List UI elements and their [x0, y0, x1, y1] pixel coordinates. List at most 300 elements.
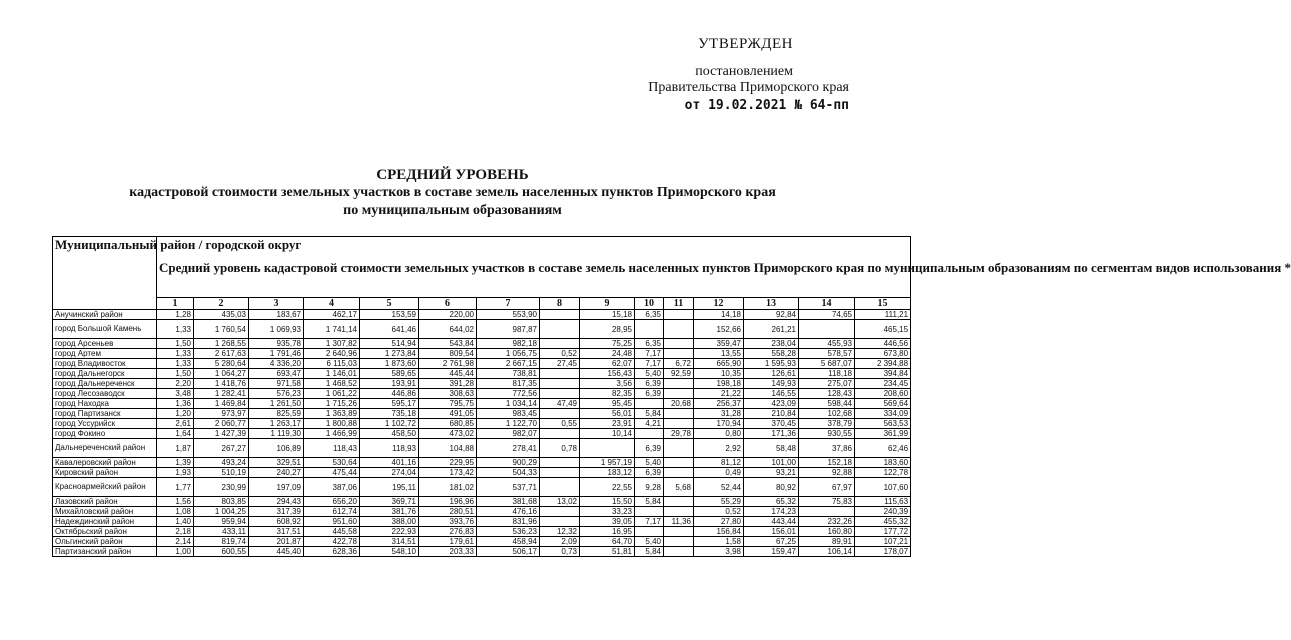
table-cell	[540, 517, 580, 527]
table-cell: 220,00	[419, 310, 477, 320]
table-cell: 238,04	[744, 339, 799, 349]
table-cell: 387,06	[304, 478, 360, 497]
table-cell: 401,16	[360, 458, 419, 468]
table-cell: 608,92	[249, 517, 304, 527]
table-row	[53, 439, 911, 458]
table-cell: 2 640,96	[304, 349, 360, 359]
table-cell: 2 617,63	[194, 349, 249, 359]
table-cell: 152,18	[799, 458, 855, 468]
table-cell: 111,21	[855, 310, 911, 320]
table-cell: 1 268,55	[194, 339, 249, 349]
table-cell: 370,45	[744, 419, 799, 429]
table-cell: 9,28	[635, 478, 664, 497]
table-cell: 67,25	[744, 537, 799, 547]
table-cell: 2,09	[540, 537, 580, 547]
table-cell: 1,50	[157, 339, 194, 349]
municipality-name: город Владивосток	[53, 359, 157, 369]
table-cell: 107,60	[855, 478, 911, 497]
table-cell	[635, 527, 664, 537]
table-cell: 982,07	[477, 429, 540, 439]
municipality-name: Анучинский район	[53, 310, 157, 320]
table-cell: 543,84	[419, 339, 477, 349]
table-cell: 308,63	[419, 389, 477, 399]
municipality-name: Лазовский район	[53, 497, 157, 507]
municipality-name: Ольгинский район	[53, 537, 157, 547]
table-cell: 3,56	[580, 379, 635, 389]
table-cell: 193,91	[360, 379, 419, 389]
table-cell: 95,45	[580, 399, 635, 409]
table-cell: 170,94	[694, 419, 744, 429]
table-cell: 393,76	[419, 517, 477, 527]
table-cell: 178,07	[855, 547, 911, 557]
table-cell: 82,35	[580, 389, 635, 399]
table-cell	[664, 497, 694, 507]
table-cell: 256,37	[694, 399, 744, 409]
table-cell: 493,24	[194, 458, 249, 468]
municipality-name: Кировский район	[53, 468, 157, 478]
municipality-name: город Дальнереченск	[53, 379, 157, 389]
table-cell: 0,73	[540, 547, 580, 557]
table-cell: 5,84	[635, 547, 664, 557]
table-cell: 831,96	[477, 517, 540, 527]
table-cell: 388,00	[360, 517, 419, 527]
table-cell: 563,53	[855, 419, 911, 429]
table-cell: 680,85	[419, 419, 477, 429]
table-cell: 179,61	[419, 537, 477, 547]
table-cell: 446,86	[360, 389, 419, 399]
table-cell: 1 363,89	[304, 409, 360, 419]
table-cell: 11,36	[664, 517, 694, 527]
table-cell: 1,20	[157, 409, 194, 419]
table-cell: 5 280,64	[194, 359, 249, 369]
table-cell: 1,33	[157, 320, 194, 339]
table-cell: 106,14	[799, 547, 855, 557]
table-cell: 445,58	[304, 527, 360, 537]
table-cell: 208,60	[855, 389, 911, 399]
table-cell: 530,64	[304, 458, 360, 468]
table-cell: 1 466,99	[304, 429, 360, 439]
table-cell	[540, 458, 580, 468]
table-cell: 6,39	[635, 439, 664, 458]
table-cell: 15,18	[580, 310, 635, 320]
column-number-11: 11	[664, 298, 694, 310]
table-cell: 473,02	[419, 429, 477, 439]
column-number-9: 9	[580, 298, 635, 310]
table-cell: 973,97	[194, 409, 249, 419]
column-number-2: 2	[194, 298, 249, 310]
table-cell: 156,84	[694, 527, 744, 537]
table-cell: 1,50	[157, 369, 194, 379]
table-cell: 183,67	[249, 310, 304, 320]
table-cell: 2 394,88	[855, 359, 911, 369]
table-cell: 817,35	[477, 379, 540, 389]
table-row	[53, 458, 911, 468]
table-cell: 10,35	[694, 369, 744, 379]
table-cell: 240,39	[855, 507, 911, 517]
table-cell: 600,55	[194, 547, 249, 557]
table-row	[53, 429, 911, 439]
table-cell: 230,99	[194, 478, 249, 497]
table-cell: 1 741,14	[304, 320, 360, 339]
table-cell: 240,27	[249, 468, 304, 478]
table-cell: 62,07	[580, 359, 635, 369]
table-cell: 183,12	[580, 468, 635, 478]
document-title: СРЕДНИЙ УРОВЕНЬ	[376, 167, 529, 183]
table-cell: 1,56	[157, 497, 194, 507]
table-cell: 280,51	[419, 507, 477, 517]
table-cell: 5,40	[635, 369, 664, 379]
table-cell: 317,51	[249, 527, 304, 537]
table-cell: 443,44	[744, 517, 799, 527]
table-cell: 536,23	[477, 527, 540, 537]
table-cell	[664, 409, 694, 419]
table-cell: 232,26	[799, 517, 855, 527]
table-cell: 1,36	[157, 399, 194, 409]
table-row	[53, 399, 911, 409]
table-cell	[664, 537, 694, 547]
municipality-name: город Партизанск	[53, 409, 157, 419]
table-cell	[664, 419, 694, 429]
table-cell: 7,17	[635, 517, 664, 527]
table-cell: 33,23	[580, 507, 635, 517]
table-cell	[664, 458, 694, 468]
table-cell: 23,91	[580, 419, 635, 429]
table-cell: 2 060,77	[194, 419, 249, 429]
table-row	[53, 359, 911, 369]
table-cell: 27,80	[694, 517, 744, 527]
table-cell: 274,04	[360, 468, 419, 478]
column-number-4: 4	[304, 298, 360, 310]
table-cell: 101,00	[744, 458, 799, 468]
table-cell: 174,23	[744, 507, 799, 517]
table-cell: 6,72	[664, 359, 694, 369]
table-cell: 433,11	[194, 527, 249, 537]
table-row	[53, 369, 911, 379]
table-cell: 27,45	[540, 359, 580, 369]
table-cell	[540, 310, 580, 320]
table-cell: 229,95	[419, 458, 477, 468]
table-cell: 1 595,93	[744, 359, 799, 369]
table-cell: 2,92	[694, 439, 744, 458]
table-cell: 267,27	[194, 439, 249, 458]
table-cell: 195,11	[360, 478, 419, 497]
table-cell: 1,77	[157, 478, 194, 497]
table-cell: 598,44	[799, 399, 855, 409]
table-cell: 900,29	[477, 458, 540, 468]
column-number-5: 5	[360, 298, 419, 310]
table-cell: 455,93	[799, 339, 855, 349]
table-cell: 1,93	[157, 468, 194, 478]
table-cell: 445,44	[419, 369, 477, 379]
table-cell: 3,48	[157, 389, 194, 399]
table-cell: 115,63	[855, 497, 911, 507]
table-cell: 210,84	[744, 409, 799, 419]
column-number-7: 7	[477, 298, 540, 310]
table-cell: 803,85	[194, 497, 249, 507]
table-cell: 0,49	[694, 468, 744, 478]
table-cell: 935,78	[249, 339, 304, 349]
table-cell: 152,66	[694, 320, 744, 339]
table-cell: 1 715,26	[304, 399, 360, 409]
table-cell: 673,80	[855, 349, 911, 359]
table-cell: 1 418,76	[194, 379, 249, 389]
table-cell: 198,18	[694, 379, 744, 389]
table-cell: 1 791,46	[249, 349, 304, 359]
table-cell	[664, 439, 694, 458]
table-cell: 92,88	[799, 468, 855, 478]
table-cell: 510,19	[194, 468, 249, 478]
column-number-12: 12	[694, 298, 744, 310]
table-cell: 595,17	[360, 399, 419, 409]
table-cell: 5,40	[635, 458, 664, 468]
table-cell: 1 307,82	[304, 339, 360, 349]
table-row	[53, 389, 911, 399]
table-cell: 126,61	[744, 369, 799, 379]
table-cell: 106,89	[249, 439, 304, 458]
municipality-name: Михайловский район	[53, 507, 157, 517]
table-cell: 1,40	[157, 517, 194, 527]
table-cell: 56,01	[580, 409, 635, 419]
table-cell: 20,68	[664, 399, 694, 409]
table-cell: 1 119,30	[249, 429, 304, 439]
table-cell: 465,15	[855, 320, 911, 339]
table-row	[53, 497, 911, 507]
table-cell: 0,52	[694, 507, 744, 517]
table-cell: 809,54	[419, 349, 477, 359]
column-number-row	[53, 298, 911, 310]
municipality-name: город Дальнегорск	[53, 369, 157, 379]
table-cell: 930,55	[799, 429, 855, 439]
table-cell: 381,76	[360, 507, 419, 517]
table-cell: 641,46	[360, 320, 419, 339]
table-cell: 234,45	[855, 379, 911, 389]
approval-line-government: Правительства Приморского края	[648, 80, 849, 95]
table-cell	[540, 468, 580, 478]
table-cell: 951,60	[304, 517, 360, 527]
table-cell: 2,61	[157, 419, 194, 429]
table-cell: 156,01	[744, 527, 799, 537]
table-cell	[664, 379, 694, 389]
table-cell: 28,95	[580, 320, 635, 339]
cadastral-value-table	[52, 236, 1291, 557]
table-cell: 12,32	[540, 527, 580, 537]
table-cell: 578,57	[799, 349, 855, 359]
table-cell: 0,80	[694, 429, 744, 439]
column-number-1: 1	[157, 298, 194, 310]
table-cell	[540, 320, 580, 339]
table-row	[53, 527, 911, 537]
table-cell: 1,87	[157, 439, 194, 458]
municipality-name: город Большой Камень	[53, 320, 157, 339]
table-cell: 122,78	[855, 468, 911, 478]
table-cell	[540, 507, 580, 517]
table-cell: 201,87	[249, 537, 304, 547]
table-cell: 361,99	[855, 429, 911, 439]
table-cell: 1 282,41	[194, 389, 249, 399]
table-cell: 92,59	[664, 369, 694, 379]
municipality-name: город Лесозаводск	[53, 389, 157, 399]
table-cell: 1 800,88	[304, 419, 360, 429]
table-cell: 0,78	[540, 439, 580, 458]
table-cell: 1 957,19	[580, 458, 635, 468]
municipality-column-header: Муниципальный район / городской округ	[53, 237, 157, 310]
table-cell: 4 336,20	[249, 359, 304, 369]
table-cell	[664, 527, 694, 537]
table-cell: 825,59	[249, 409, 304, 419]
table-cell: 39,05	[580, 517, 635, 527]
table-cell: 278,41	[477, 439, 540, 458]
table-cell: 537,71	[477, 478, 540, 497]
document-subtitle-line2: по муниципальным образованиям	[343, 203, 562, 218]
column-number-10: 10	[635, 298, 664, 310]
table-cell: 1,28	[157, 310, 194, 320]
table-cell	[635, 320, 664, 339]
table-cell: 146,55	[744, 389, 799, 399]
municipality-name: Кавалеровский район	[53, 458, 157, 468]
table-row	[53, 478, 911, 497]
column-number-15: 15	[855, 298, 911, 310]
table-cell: 1 469,84	[194, 399, 249, 409]
approval-title: УТВЕРЖДЕН	[698, 36, 793, 52]
table-cell: 656,20	[304, 497, 360, 507]
table-cell: 93,21	[744, 468, 799, 478]
table-cell: 118,18	[799, 369, 855, 379]
table-cell: 506,17	[477, 547, 540, 557]
table-cell: 644,02	[419, 320, 477, 339]
table-cell: 738,81	[477, 369, 540, 379]
table-cell: 14,18	[694, 310, 744, 320]
table-cell: 16,95	[580, 527, 635, 537]
table-cell: 15,50	[580, 497, 635, 507]
table-row	[53, 310, 911, 320]
table-cell: 275,07	[799, 379, 855, 389]
table-cell: 118,43	[304, 439, 360, 458]
table-cell: 1 122,70	[477, 419, 540, 429]
document-subtitle-line1: кадастровой стоимости земельных участков в составе земель населенных пунктов Приморского края	[129, 185, 776, 200]
table-cell: 2 761,98	[419, 359, 477, 369]
table-row	[53, 507, 911, 517]
table-row	[53, 379, 911, 389]
table-cell: 0,52	[540, 349, 580, 359]
municipality-name: Октябрьский район	[53, 527, 157, 537]
table-cell	[664, 468, 694, 478]
table-cell	[635, 507, 664, 517]
municipality-name: город Арсеньев	[53, 339, 157, 349]
table-cell: 10,14	[580, 429, 635, 439]
table-cell: 394,84	[855, 369, 911, 379]
municipality-name: Дальнереченский район	[53, 439, 157, 458]
table-cell: 153,59	[360, 310, 419, 320]
table-cell: 276,83	[419, 527, 477, 537]
table-cell: 183,60	[855, 458, 911, 468]
table-row	[53, 547, 911, 557]
table-cell: 576,23	[249, 389, 304, 399]
table-cell: 987,87	[477, 320, 540, 339]
table-cell: 314,51	[360, 537, 419, 547]
table-cell	[664, 310, 694, 320]
table-cell: 329,51	[249, 458, 304, 468]
table-cell: 548,10	[360, 547, 419, 557]
table-cell: 67,97	[799, 478, 855, 497]
table-cell: 446,56	[855, 339, 911, 349]
table-cell: 74,65	[799, 310, 855, 320]
table-cell: 589,65	[360, 369, 419, 379]
table-cell: 476,16	[477, 507, 540, 517]
table-cell: 5,68	[664, 478, 694, 497]
table-cell: 558,28	[744, 349, 799, 359]
table-cell: 458,50	[360, 429, 419, 439]
table-cell: 1 064,27	[194, 369, 249, 379]
table-cell: 423,09	[744, 399, 799, 409]
municipality-name: город Артем	[53, 349, 157, 359]
table-cell: 24,48	[580, 349, 635, 359]
table-cell	[540, 379, 580, 389]
table-cell: 160,80	[799, 527, 855, 537]
table-row	[53, 409, 911, 419]
table-cell: 2,20	[157, 379, 194, 389]
table-cell	[580, 439, 635, 458]
table-cell: 128,43	[799, 389, 855, 399]
table-cell: 22,55	[580, 478, 635, 497]
table-row	[53, 468, 911, 478]
table-cell: 5 687,07	[799, 359, 855, 369]
table-cell	[540, 429, 580, 439]
segment-column-header: Средний уровень кадастровой стоимости земельных участков в составе земель населенных пунктов Приморского края по муниципальным образованиям по сегментам видов использования *	[157, 237, 911, 298]
table-cell: 173,42	[419, 468, 477, 478]
table-cell: 971,58	[249, 379, 304, 389]
table-cell: 6,39	[635, 389, 664, 399]
approval-line-date-number: от 19.02.2021 № 64-пп	[684, 98, 849, 113]
table-cell: 29,78	[664, 429, 694, 439]
table-cell: 1 427,39	[194, 429, 249, 439]
table-cell: 334,09	[855, 409, 911, 419]
table-cell: 735,18	[360, 409, 419, 419]
table-cell: 475,44	[304, 468, 360, 478]
table-cell: 75,83	[799, 497, 855, 507]
table-cell: 6 115,03	[304, 359, 360, 369]
table-cell: 107,21	[855, 537, 911, 547]
table-cell: 6,35	[635, 339, 664, 349]
table-cell	[799, 320, 855, 339]
table-cell: 6,39	[635, 468, 664, 478]
table-cell: 80,92	[744, 478, 799, 497]
table-cell: 13,02	[540, 497, 580, 507]
table-cell: 31,28	[694, 409, 744, 419]
table-cell: 5,84	[635, 409, 664, 419]
table-cell: 665,90	[694, 359, 744, 369]
table-cell	[664, 507, 694, 517]
table-cell: 37,86	[799, 439, 855, 458]
table-cell: 569,64	[855, 399, 911, 409]
table-cell	[540, 369, 580, 379]
table-cell: 2 667,15	[477, 359, 540, 369]
table-cell: 795,75	[419, 399, 477, 409]
table-cell	[664, 320, 694, 339]
table-cell	[799, 507, 855, 517]
table-cell	[540, 478, 580, 497]
table-cell: 92,84	[744, 310, 799, 320]
table-cell: 1,33	[157, 359, 194, 369]
table-cell: 1 263,17	[249, 419, 304, 429]
table-cell: 369,71	[360, 497, 419, 507]
table-cell: 772,56	[477, 389, 540, 399]
municipality-name: Партизанский район	[53, 547, 157, 557]
table-cell: 819,74	[194, 537, 249, 547]
table-header-row	[53, 237, 911, 298]
table-cell: 983,45	[477, 409, 540, 419]
table-cell: 435,03	[194, 310, 249, 320]
table-cell: 4,21	[635, 419, 664, 429]
